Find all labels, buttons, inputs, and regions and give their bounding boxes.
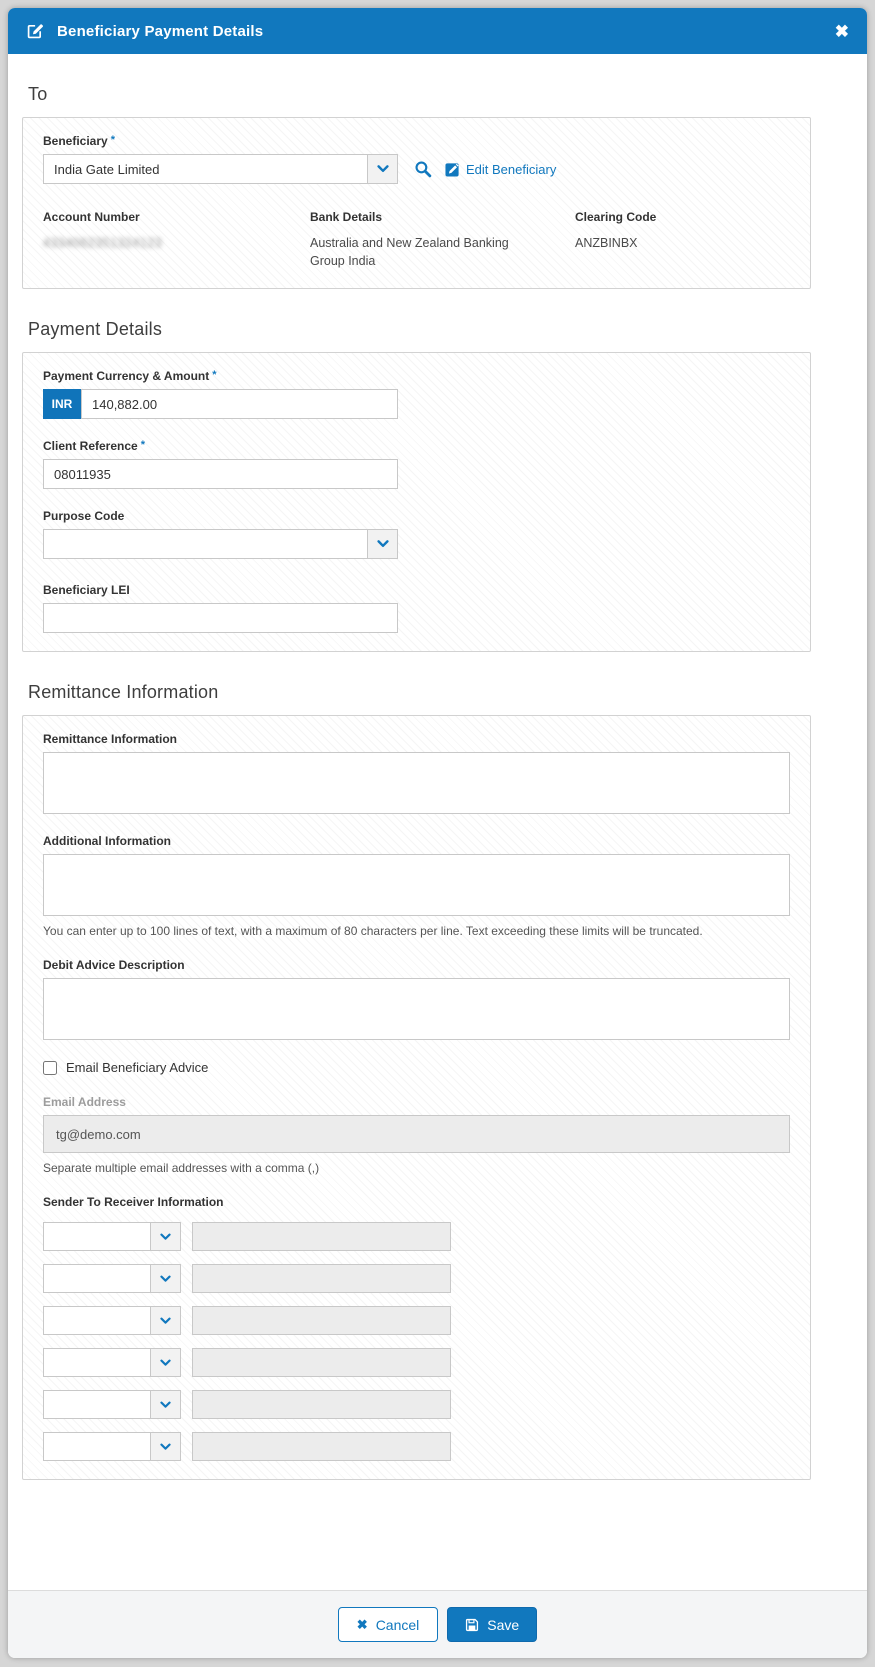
sender-code-select[interactable] xyxy=(43,1432,181,1461)
beneficiary-payment-modal xyxy=(8,8,867,1658)
account-number-label: Account Number xyxy=(43,210,140,224)
sender-code-select-value xyxy=(44,1223,150,1250)
sender-text-input xyxy=(192,1222,451,1251)
cancel-x-icon: ✖ xyxy=(356,1617,368,1632)
purpose-code-select-value xyxy=(44,530,367,558)
currency-amount-field xyxy=(43,369,790,419)
email-address-label: Email Address xyxy=(43,1095,126,1110)
client-reference-field xyxy=(43,439,790,489)
remittance-information-textarea[interactable] xyxy=(43,752,790,814)
bank-details-col xyxy=(310,210,575,270)
sender-text-input xyxy=(192,1348,451,1377)
modal-body xyxy=(8,54,867,1590)
purpose-code-select[interactable] xyxy=(43,529,398,559)
bank-details-value: Australia and New Zealand Banking Group India xyxy=(310,236,509,269)
chevron-down-icon xyxy=(150,1307,180,1334)
sender-to-receiver-row xyxy=(43,1348,790,1377)
additional-information-field xyxy=(43,834,790,938)
chevron-down-icon xyxy=(150,1391,180,1418)
save-button[interactable] xyxy=(447,1607,537,1642)
modal-footer xyxy=(8,1590,867,1658)
chevron-down-icon xyxy=(150,1223,180,1250)
email-beneficiary-advice-label: Email Beneficiary Advice xyxy=(66,1060,209,1076)
sender-code-select[interactable] xyxy=(43,1306,181,1335)
save-floppy-icon xyxy=(465,1618,479,1632)
payment-section-heading: Payment Details xyxy=(28,319,163,340)
remittance-section-heading: Remittance Information xyxy=(28,682,219,703)
purpose-code-label: Purpose Code xyxy=(43,509,125,524)
edit-beneficiary-label: Edit Beneficiary xyxy=(466,161,557,177)
sender-code-select-value xyxy=(44,1307,150,1334)
to-section-heading: To xyxy=(28,84,48,104)
sender-code-select[interactable] xyxy=(43,1222,181,1251)
sender-code-select-value xyxy=(44,1391,150,1418)
sender-to-receiver-row xyxy=(43,1264,790,1293)
additional-information-textarea[interactable] xyxy=(43,854,790,916)
modal-title: Beneficiary Payment Details xyxy=(57,22,264,40)
debit-advice-field xyxy=(43,958,790,1040)
required-asterisk: * xyxy=(212,369,217,382)
sender-code-select-value xyxy=(44,1433,150,1460)
remittance-information-field xyxy=(43,732,790,814)
beneficiary-select-value: India Gate Limited xyxy=(54,161,160,177)
sender-to-receiver-row xyxy=(43,1432,790,1461)
email-beneficiary-advice-checkbox[interactable] xyxy=(43,1061,57,1075)
remittance-information-label: Remittance Information xyxy=(43,732,178,747)
sender-to-receiver-block xyxy=(43,1195,790,1461)
chevron-down-icon xyxy=(367,530,397,558)
beneficiary-info-grid xyxy=(43,210,790,270)
sender-to-receiver-row xyxy=(43,1390,790,1419)
edit-beneficiary-icon xyxy=(445,162,460,177)
chevron-down-icon xyxy=(150,1349,180,1376)
close-icon[interactable]: ✖ xyxy=(834,21,849,41)
bank-details-label: Bank Details xyxy=(310,210,383,224)
beneficiary-select[interactable] xyxy=(43,154,398,184)
currency-amount-group xyxy=(43,389,398,419)
chevron-down-icon xyxy=(367,155,397,183)
email-address-help: Separate multiple email addresses with a comma (,) xyxy=(43,1161,320,1176)
beneficiary-lei-field xyxy=(43,583,790,633)
clearing-code-col xyxy=(575,210,790,270)
edit-icon xyxy=(26,22,44,40)
clearing-code-value: ANZBINBX xyxy=(575,236,638,250)
purpose-code-field xyxy=(43,509,790,563)
remittance-panel xyxy=(22,715,811,1480)
payment-panel xyxy=(22,352,811,652)
sender-text-input xyxy=(192,1264,451,1293)
beneficiary-label: Beneficiary * xyxy=(43,134,115,148)
additional-information-help: You can enter up to 100 lines of text, with a maximum of 80 characters per line. Text exceeding these limits will be truncated. xyxy=(43,924,703,939)
account-number-col xyxy=(43,210,310,270)
clearing-code-label: Clearing Code xyxy=(575,210,657,224)
sender-to-receiver-row xyxy=(43,1306,790,1335)
account-number-value: 4334062351324123 xyxy=(43,236,163,250)
sender-text-input xyxy=(192,1432,451,1461)
currency-amount-label: Payment Currency & Amount * xyxy=(43,369,217,384)
sender-code-select[interactable] xyxy=(43,1390,181,1419)
sender-code-select-value xyxy=(44,1349,150,1376)
debit-advice-label: Debit Advice Description xyxy=(43,958,185,973)
debit-advice-textarea[interactable] xyxy=(43,978,790,1040)
email-beneficiary-advice-row xyxy=(43,1060,790,1075)
required-asterisk: * xyxy=(110,134,115,146)
sender-rows xyxy=(43,1222,790,1461)
sender-code-select[interactable] xyxy=(43,1348,181,1377)
cancel-button-label: Cancel xyxy=(375,1616,420,1633)
search-icon[interactable] xyxy=(414,160,432,178)
amount-input[interactable] xyxy=(81,389,398,419)
modal-header xyxy=(8,8,867,54)
beneficiary-row xyxy=(43,154,790,184)
save-button-label: Save xyxy=(487,1616,520,1633)
client-reference-input[interactable] xyxy=(43,459,398,489)
chevron-down-icon xyxy=(150,1433,180,1460)
sender-code-select[interactable] xyxy=(43,1264,181,1293)
beneficiary-lei-input[interactable] xyxy=(43,603,398,633)
sender-text-input xyxy=(192,1390,451,1419)
sender-to-receiver-label: Sender To Receiver Information xyxy=(43,1195,224,1210)
client-reference-label: Client Reference * xyxy=(43,439,145,454)
currency-badge: INR xyxy=(43,389,81,419)
email-address-field xyxy=(43,1095,790,1175)
cancel-button[interactable] xyxy=(338,1607,439,1642)
to-panel xyxy=(22,117,811,289)
sender-to-receiver-row xyxy=(43,1222,790,1251)
sender-text-input xyxy=(192,1306,451,1335)
chevron-down-icon xyxy=(150,1265,180,1292)
additional-information-label: Additional Information xyxy=(43,834,171,849)
sender-code-select-value xyxy=(44,1265,150,1292)
required-asterisk: * xyxy=(140,439,145,452)
email-address-input xyxy=(43,1115,790,1153)
beneficiary-lei-label: Beneficiary LEI xyxy=(43,583,130,598)
edit-beneficiary-link[interactable] xyxy=(445,162,556,177)
